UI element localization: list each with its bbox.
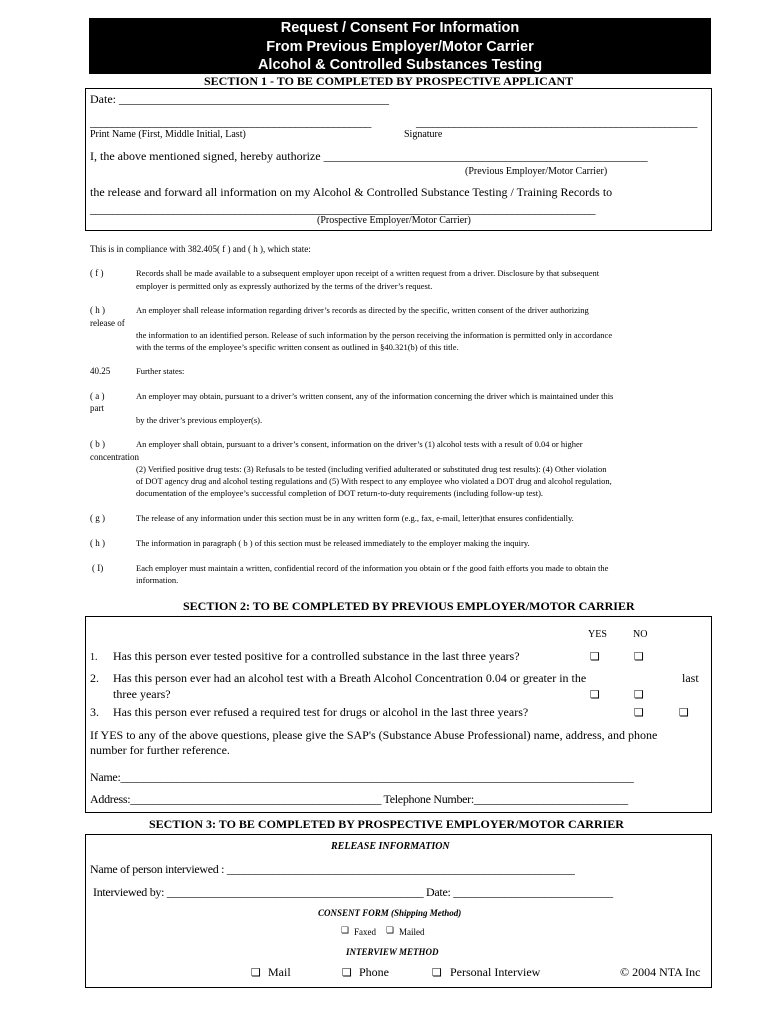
sap-name-field[interactable]: Name:__________________________________________________________________________________________ [90, 770, 634, 784]
print-name-field[interactable]: ____________________________________________________ [90, 115, 371, 129]
reg-h-text: An employer shall release information regarding driver’s records as directed by the specific, written consent of the driver authorizing [136, 305, 589, 315]
reg-a-text: An employer may obtain, pursuant to a driver’s written consent, any of the information concerning the driver which is maintained under this [136, 391, 614, 401]
question1-yes-checkbox[interactable]: ❏ [590, 650, 600, 663]
print-name-label: Print Name (First, Middle Initial, Last) [90, 129, 246, 140]
personal-interview-checkbox[interactable]: ❏ [432, 966, 442, 979]
question2-number: 2. [90, 671, 99, 685]
reg-4025-text: Further states: [136, 366, 185, 376]
section1-title: SECTION 1 - TO BE COMPLETED BY PROSPECTIVE APPLICANT [204, 74, 574, 88]
question1-number: 1. [90, 652, 98, 663]
reg-b-text-2: (2) Verified positive drug tests: (3) Refusals to be tested (including verified adulterated or substituted drug test results): (4) Other violation [136, 464, 607, 474]
question3-text: Has this person ever refused a required test for drugs or alcohol in the last three years? [113, 705, 529, 719]
reg-b-label: ( b ) [90, 439, 105, 449]
consent-form-heading: CONSENT FORM (Shipping Method) [318, 908, 462, 918]
prospective-employer-field[interactable]: ___________________________________________________________________________________________ [90, 202, 596, 216]
question3-yes-checkbox[interactable]: ❏ [634, 706, 644, 719]
sap-instructions: If YES to any of the above questions, please give the SAP's (Substance Abuse Professional) name, address, and phone [90, 728, 658, 742]
reg-g-text: The release of any information under this section must be in any written form (e.g., fax, e-mail, letter)that ensures confidentially. [136, 513, 574, 523]
mailed-label: Mailed [399, 927, 425, 937]
section3-title: SECTION 3: TO BE COMPLETED BY PROSPECTIVE EMPLOYER/MOTOR CARRIER [149, 817, 624, 831]
reg-b-label-2: concentration [90, 452, 139, 462]
faxed-label: Faxed [354, 927, 376, 937]
date-field[interactable]: Date: _____________________________________________ [90, 92, 389, 106]
signature-field[interactable]: ____________________________________________________ [416, 115, 697, 129]
reg-h2-label: ( h ) [90, 538, 105, 548]
release-information-heading: RELEASE INFORMATION [331, 841, 450, 852]
question2-text: Has this person ever had an alcohol test with a Breath Alcohol Concentration 0.04 or greater in the [113, 671, 587, 685]
section2-title: SECTION 2: TO BE COMPLETED BY PREVIOUS EMPLOYER/MOTOR CARRIER [183, 599, 635, 613]
question1-text: Has this person ever tested positive for a controlled substance in the last three years? [113, 649, 520, 663]
question2-text-last: last [682, 671, 699, 685]
yes-column-header: YES [588, 629, 607, 640]
no-column-header: NO [633, 629, 648, 640]
question2-no-checkbox[interactable]: ❏ [634, 688, 644, 701]
reg-a-text-2: by the driver’s previous employer(s). [136, 415, 263, 425]
interviewed-by-field[interactable]: Interviewed by: _____________________________________________ Date: ____________________________ [93, 885, 613, 899]
sap-instructions-2: number for further reference. [90, 743, 230, 757]
reg-b-text-3: of DOT agency drug and alcohol testing regulations and (5) With respect to any employee who violated a DOT drug and alcohol regulation, [136, 476, 612, 486]
phone-checkbox[interactable]: ❏ [342, 966, 352, 979]
reg-f-text-2: employer is permitted only as expressly authorized by the terms of the driver’s request. [136, 281, 433, 291]
release-text: the release and forward all information on my Alcohol & Controlled Substance Testing / Training Records to [90, 185, 613, 199]
reg-h-text-2: the information to an identified person. Release of such information by the person receiving the information is permitted only in accordance [136, 330, 613, 340]
person-interviewed-field[interactable]: Name of person interviewed : _____________________________________________________________ [90, 862, 575, 876]
authorize-field[interactable]: I, the above mentioned signed, hereby authorize ______________________________________________________ [90, 149, 648, 163]
reg-i-label: ( I) [92, 563, 104, 573]
reg-a-label-2: part [90, 403, 104, 413]
reg-a-label: ( a ) [90, 391, 105, 401]
header-title-line1: Request / Consent For Information [280, 20, 520, 36]
reg-g-label: ( g ) [90, 513, 105, 523]
header-title-line2: From Previous Employer/Motor Carrier [266, 38, 534, 55]
mail-checkbox[interactable]: ❏ [251, 966, 261, 979]
reg-f-text: Records shall be made available to a subsequent employer upon receipt of a written request from a driver. Disclosure by that subsequent [136, 268, 600, 278]
reg-i-text: Each employer must maintain a written, confidential record of the information you obtain or f the good faith efforts you made to obtain the [136, 563, 609, 573]
question3-no-checkbox[interactable]: ❏ [679, 706, 689, 719]
reg-f-label: ( f ) [90, 268, 104, 278]
reg-h2-text: The information in paragraph ( b ) of this section must be released immediately to the employer making the inquiry. [136, 538, 530, 548]
faxed-checkbox[interactable]: ❏ [341, 926, 350, 936]
sap-address-field[interactable]: Address:____________________________________________ Telephone Number:___________________________ [90, 792, 628, 806]
previous-employer-label: (Previous Employer/Motor Carrier) [465, 166, 608, 177]
question2-yes-checkbox[interactable]: ❏ [590, 688, 600, 701]
prospective-employer-label: (Prospective Employer/Motor Carrier) [317, 215, 471, 226]
reg-h-label: ( h ) [90, 305, 105, 315]
reg-b-text-4: documentation of the employee’s successful completion of DOT return-to-duty requirements (including follow-up test). [136, 488, 544, 498]
personal-interview-label: Personal Interview [450, 965, 541, 979]
question2-text-2: three years? [113, 687, 171, 701]
reg-b-text: An employer shall obtain, pursuant to a driver’s consent, information on the driver’s (1) alcohol tests with a result of 0.04 or higher [136, 439, 583, 449]
reg-h-text-3: with the terms of the employee’s specific written consent as outlined in §40.321(b) of this title. [136, 342, 459, 352]
form-header [89, 18, 711, 74]
reg-h-label-2: release of [90, 318, 125, 328]
question1-no-checkbox[interactable]: ❏ [634, 650, 644, 663]
reg-4025-label: 40.25 [90, 366, 111, 376]
question3-number: 3. [90, 705, 99, 719]
mail-label: Mail [268, 965, 291, 979]
copyright-notice: © 2004 NTA Inc [620, 965, 701, 979]
header-title-line3: Alcohol & Controlled Substances Testing [257, 57, 543, 73]
compliance-intro: This is in compliance with 382.405( f ) and ( h ), which state: [90, 244, 311, 254]
phone-label: Phone [359, 965, 389, 979]
mailed-checkbox[interactable]: ❏ [386, 926, 395, 936]
reg-i-text-2: information. [136, 575, 179, 585]
interview-method-heading: INTERVIEW METHOD [346, 947, 439, 957]
signature-label: Signature [404, 129, 443, 140]
